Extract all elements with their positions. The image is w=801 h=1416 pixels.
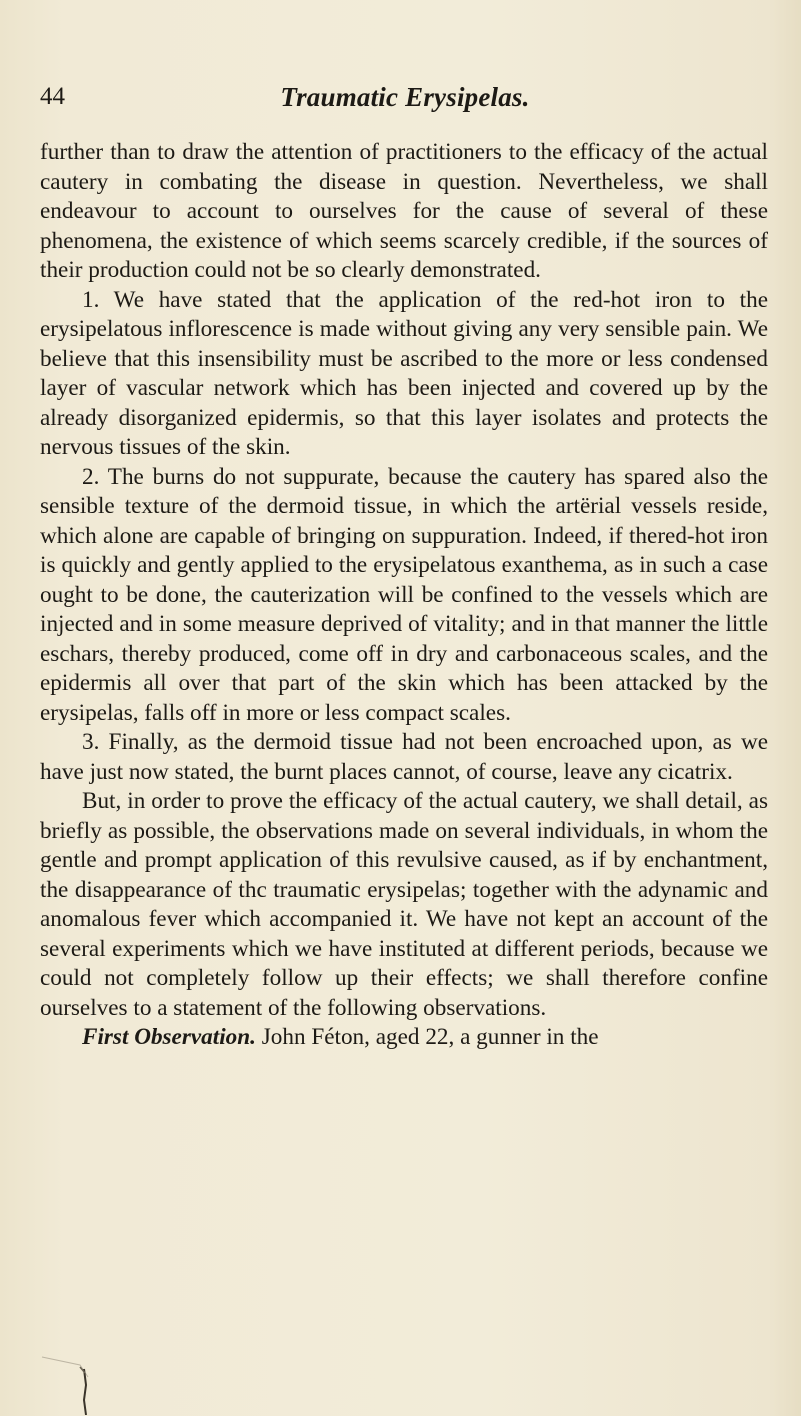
observation-text: John Féton, aged 22, a gunner in the [255, 1024, 599, 1050]
observation-heading: First Observation. [82, 1024, 256, 1050]
page-number: 44 [40, 83, 65, 110]
running-title: Traumatic Erysipelas. [280, 82, 530, 112]
page-fold-mark [40, 1355, 120, 1415]
paragraph-point-2: 2. The burns do not suppurate, because the cautery has spared also the sensible texture of the dermoid tissue, in which the artërial vessels reside, which alone are capable of bringing on suppuration. Indeed, if thered-hot iron is quickly and gently applied to the erysipelatous exanthema, as in such a case ought to be done, the cauterization will be confined to the vessels which are injected and in some measure deprived of vitality; and in that manner the little eschars, thereby produced, come off in dry and carbonaceous scales, and the epidermis all over that part of the skin which has been attacked by the erysipelas, falls off in more or less compact scales. [40, 463, 768, 726]
paragraph-observations-intro: But, in order to prove the efficacy of the actual cautery, we shall detail, as briefly as possible, the observations made on several individuals, in whom the gentle and prompt application of this revulsive caused, as if by enchantment, the disappearance of thc traumatic erysipelas; together with the adynamic and anomalous fever which accompanied it. We have not kept an account of the several experiments which we have instituted at different periods, because we could not completely follow up their effects; we shall therefore confine ourselves to a statement of the following observations. [40, 788, 768, 1021]
paragraph-point-1: 1. We have stated that the application of the red-hot iron to the erysipelatous inflorescence is made without giving any very sensible pain. We believe that this insensibility must be ascribed to the more or less condensed layer of vascular network which has been injected and covered up by the already disorganized epidermis, so that this layer isolates and protects the nervous tissues of the skin. [40, 286, 768, 460]
paragraph-first-observation [40, 1023, 768, 1053]
paragraph-point-3: 3. Finally, as the dermoid tissue had not been encroached upon, as we have just now stated, the burnt places cannot, of course, leave any cicatrix. [40, 729, 768, 785]
body-text [40, 138, 768, 1053]
paragraph-intro-continuation: further than to draw the attention of practitioners to the efficacy of the actual cautery in combating the disease in question. Nevertheless, we shall endeavour to account to ourselves for the cause of several of these phenomena, the existence of which seems scarcely credible, if the sources of their production could not be so clearly demonstrated. [40, 139, 768, 283]
page-header [40, 80, 770, 116]
